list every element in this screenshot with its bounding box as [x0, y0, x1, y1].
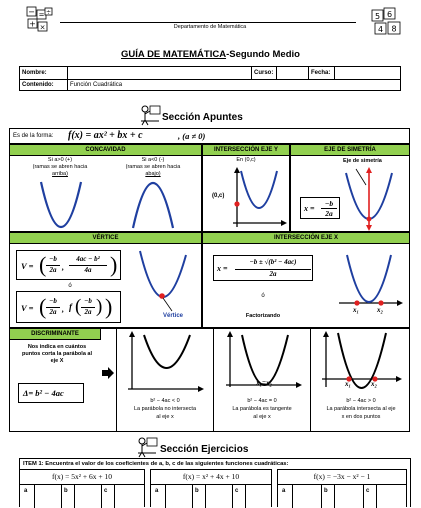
- exercise-2-b-label: b: [195, 488, 199, 494]
- page-title: [0, 50, 421, 60]
- interseccion-y-box: [202, 144, 290, 232]
- exercise-3-a-input[interactable]: [292, 484, 322, 508]
- vf2-f: f: [69, 302, 72, 312]
- ejercicios-title: Sección Ejercicios: [160, 444, 249, 455]
- disc-case3-x1: x₁: [345, 380, 351, 388]
- exercise-1-b-label: b: [64, 488, 68, 494]
- disc-desc-3: eje X: [50, 358, 64, 364]
- concavidad-box: [9, 144, 202, 232]
- exercise-3: [277, 469, 407, 507]
- disc-case1-line3: al eje x: [156, 414, 174, 420]
- exercise-2-a-label: a: [155, 488, 159, 494]
- disc-case2-line2: La parábola es tangente: [232, 406, 292, 412]
- teacher-icon: [139, 104, 161, 126]
- teacher-icon: [136, 436, 158, 458]
- exercise-1-a-input[interactable]: [34, 484, 62, 508]
- disc-case2-label: x₁=x₂: [256, 379, 272, 387]
- number-blocks-logo: [370, 6, 406, 40]
- vertice-formula-1: [16, 250, 121, 280]
- math-symbols-logo: [26, 6, 54, 34]
- exercise-2-c-label: c: [235, 488, 239, 494]
- form-condition: , (a ≠ 0): [178, 131, 206, 141]
- concavidad-pos-1: Si a>0 (+): [47, 157, 73, 163]
- exercise-3-c-label: c: [366, 488, 370, 494]
- concavidad-pos-3: arriba): [52, 171, 68, 177]
- exercise-3-c-input[interactable]: [376, 484, 407, 508]
- student-info-table: [19, 66, 401, 91]
- vf1-comma: ,: [62, 263, 64, 272]
- exercise-1-c-label: c: [104, 488, 108, 494]
- eje-simetria-formula: [300, 197, 340, 219]
- exercise-3-b-label: b: [324, 488, 328, 494]
- curso-label: Curso:: [252, 67, 277, 80]
- exercise-3-formula: f(x) = −3x − x² − 1: [313, 472, 371, 481]
- contenido-label: Contenido:: [20, 80, 68, 91]
- concavidad-neg-1: Si a<0 (-): [141, 157, 165, 163]
- vf1-lhs: V =: [21, 261, 34, 271]
- vf1-paren-open: (: [39, 252, 47, 277]
- fecha-label: Fecha:: [309, 67, 335, 80]
- nombre-field[interactable]: [68, 67, 252, 80]
- disc-formula-text: Δ= b² − 4ac: [23, 388, 64, 398]
- interseccion-x-graph: [335, 251, 407, 321]
- vertice-header: VÉRTICE: [10, 233, 201, 244]
- exercise-2-answer-row: [151, 484, 271, 508]
- disc-case1-line1: b² − 4ac < 0: [150, 398, 180, 404]
- exercise-3-b-input[interactable]: [334, 484, 364, 508]
- svg-text:6: 6: [386, 10, 393, 19]
- interseccion-x-factor: Factorizando: [245, 313, 281, 319]
- exercise-1-b-input[interactable]: [74, 484, 102, 508]
- arrow-right-icon: [102, 367, 114, 379]
- ix-x2-label: x₂: [377, 306, 383, 314]
- disc-case3-graph: [318, 331, 404, 393]
- svg-text:÷: ÷: [45, 9, 52, 16]
- vf2-paren-close: ): [105, 294, 113, 319]
- vf1-b-num: 4ac − b²: [76, 255, 100, 263]
- svg-text:−: −: [28, 7, 35, 17]
- eje-simetria-graph: [336, 165, 406, 231]
- interseccion-y-graph: [231, 165, 289, 229]
- ix-den: 2a: [269, 270, 277, 278]
- eje-simetria-callout: Eje de simetría: [343, 158, 382, 164]
- svg-text:4: 4: [377, 25, 384, 34]
- vf2-paren-open: (: [39, 294, 47, 319]
- disc-case3-x2: x₂: [371, 380, 377, 388]
- parabola-down-graph: [130, 180, 176, 230]
- curso-field[interactable]: [277, 67, 309, 80]
- vf2-comma: ,: [62, 305, 64, 314]
- form-row: [9, 128, 410, 144]
- vf2-lhs: V =: [21, 303, 34, 313]
- svg-text:5: 5: [374, 12, 381, 21]
- disc-case2-line3: al eje x: [253, 414, 271, 420]
- interseccion-x-formula: [213, 255, 313, 281]
- form-label: Es de la forma:: [13, 133, 54, 139]
- svg-text:=: =: [38, 11, 45, 19]
- interseccion-x-box: [202, 232, 410, 328]
- concavidad-neg-3: abajo): [145, 171, 161, 177]
- concavidad-header: CONCAVIDAD: [10, 145, 201, 156]
- exercise-2-formula: f(x) = x² + 4x + 10: [182, 472, 240, 481]
- concavidad-neg-2: (ramas se abren hacia: [125, 164, 181, 170]
- exercise-2-b-input[interactable]: [205, 484, 233, 508]
- exercise-1-formula: f(x) = 5x² + 6x + 10: [52, 472, 112, 481]
- svg-text:+: +: [29, 19, 36, 29]
- exercise-3-a-label: a: [282, 488, 286, 494]
- disc-case3-line2: La parábola intersecta al eje: [326, 406, 396, 412]
- ix-x1-label: x₁: [353, 306, 359, 314]
- vf2-a-den: 2a: [49, 308, 57, 316]
- contenido-value: Función Cuadrática: [68, 80, 401, 91]
- concavidad-pos-2: (ramas se abren hacia: [32, 164, 88, 170]
- vf2-inner-close: ): [96, 296, 103, 317]
- ix-lhs: x =: [217, 264, 228, 273]
- vertice-label: Vértice: [163, 313, 184, 319]
- vf1-b-den: 4a: [84, 266, 92, 274]
- interseccion-y-point: (0,c): [212, 193, 225, 199]
- exercise-2-a-input[interactable]: [165, 484, 193, 508]
- nombre-label: Nombre:: [20, 67, 68, 80]
- vf1-paren-close: ): [110, 252, 118, 277]
- number-cubes-icon: [370, 6, 406, 40]
- interseccion-y-header: INTERSECCIÓN EJE Y: [203, 145, 289, 156]
- vf1-a-num: −b: [49, 255, 57, 263]
- vertice-graph: [132, 245, 196, 315]
- interseccion-x-or: ó: [261, 293, 265, 299]
- discriminante-box: [9, 328, 410, 432]
- vf2-b-num: −b: [84, 297, 92, 305]
- svg-text:×: ×: [39, 23, 46, 32]
- eje-simetria-header: EJE DE SIMETRÍA: [291, 145, 409, 156]
- exercise-1-c-input[interactable]: [114, 484, 145, 508]
- exercise-2-c-input[interactable]: [245, 484, 272, 508]
- disc-desc-1: Nos indica en cuántos: [27, 344, 87, 350]
- teacher-board-icon-2: [136, 436, 158, 458]
- title-rest: -Segundo Medio: [226, 49, 300, 60]
- vf2-inner-open: (: [75, 296, 82, 317]
- eje-formula-num: −b: [324, 199, 334, 208]
- exercise-3-answer-row: [278, 484, 406, 508]
- disc-case-divider-1: [116, 329, 117, 431]
- vf2-a-num: −b: [49, 297, 57, 305]
- department-name: Departamento de Matemática: [173, 24, 247, 30]
- ix-num: −b ± √(b² − 4ac): [249, 258, 297, 266]
- disc-case3-line3: x en dos puntos: [341, 414, 381, 420]
- apuntes-title: Sección Apuntes: [162, 112, 243, 123]
- disc-case1-graph: [124, 331, 206, 393]
- vertice-or: ó: [68, 283, 72, 289]
- disc-case3-line1: b² − 4ac > 0: [346, 398, 376, 404]
- interseccion-y-label: En (0,c): [236, 157, 256, 163]
- exercise-1: [19, 469, 145, 507]
- fecha-field[interactable]: [335, 67, 401, 80]
- exercise-1-a-label: a: [24, 488, 28, 494]
- eje-formula-lhs: x =: [304, 204, 315, 213]
- parabola-up-graph: [38, 180, 84, 230]
- teacher-board-icon: [139, 104, 161, 126]
- eje-formula-den: 2a: [325, 209, 333, 218]
- vertice-formula-2: [16, 291, 121, 323]
- calculator-keys-icon: [26, 6, 54, 34]
- discriminante-formula: [18, 383, 84, 403]
- vertice-box: [9, 232, 202, 328]
- title-main: GUÍA DE MATEMÁTICA: [121, 49, 227, 60]
- disc-case1-line2: La parábola no intersecta: [133, 406, 197, 412]
- form-formula: f(x) = ax² + bx + c: [68, 130, 143, 141]
- disc-case-divider-2: [213, 329, 214, 431]
- header-rule: [60, 22, 356, 23]
- interseccion-x-header: INTERSECCIÓN EJE X: [203, 233, 409, 244]
- discriminante-header: DISCRIMINANTE: [10, 329, 101, 340]
- exercise-2: [150, 469, 272, 507]
- item1-instruction: ITEM 1: Encuentra el valor de los coeficientes de a, b, c de las siguientes funciones cuadráticas:: [23, 461, 289, 467]
- disc-desc-2: puntos corta la parábola al: [22, 351, 92, 357]
- vf1-a-den: 2a: [49, 266, 57, 274]
- eje-simetria-box: [290, 144, 410, 232]
- disc-case-divider-3: [310, 329, 311, 431]
- svg-text:8: 8: [391, 24, 397, 34]
- vf2-b-den: 2a: [84, 308, 92, 316]
- exercise-1-answer-row: [20, 484, 144, 508]
- disc-case2-line1: b² − 4ac = 0: [247, 398, 277, 404]
